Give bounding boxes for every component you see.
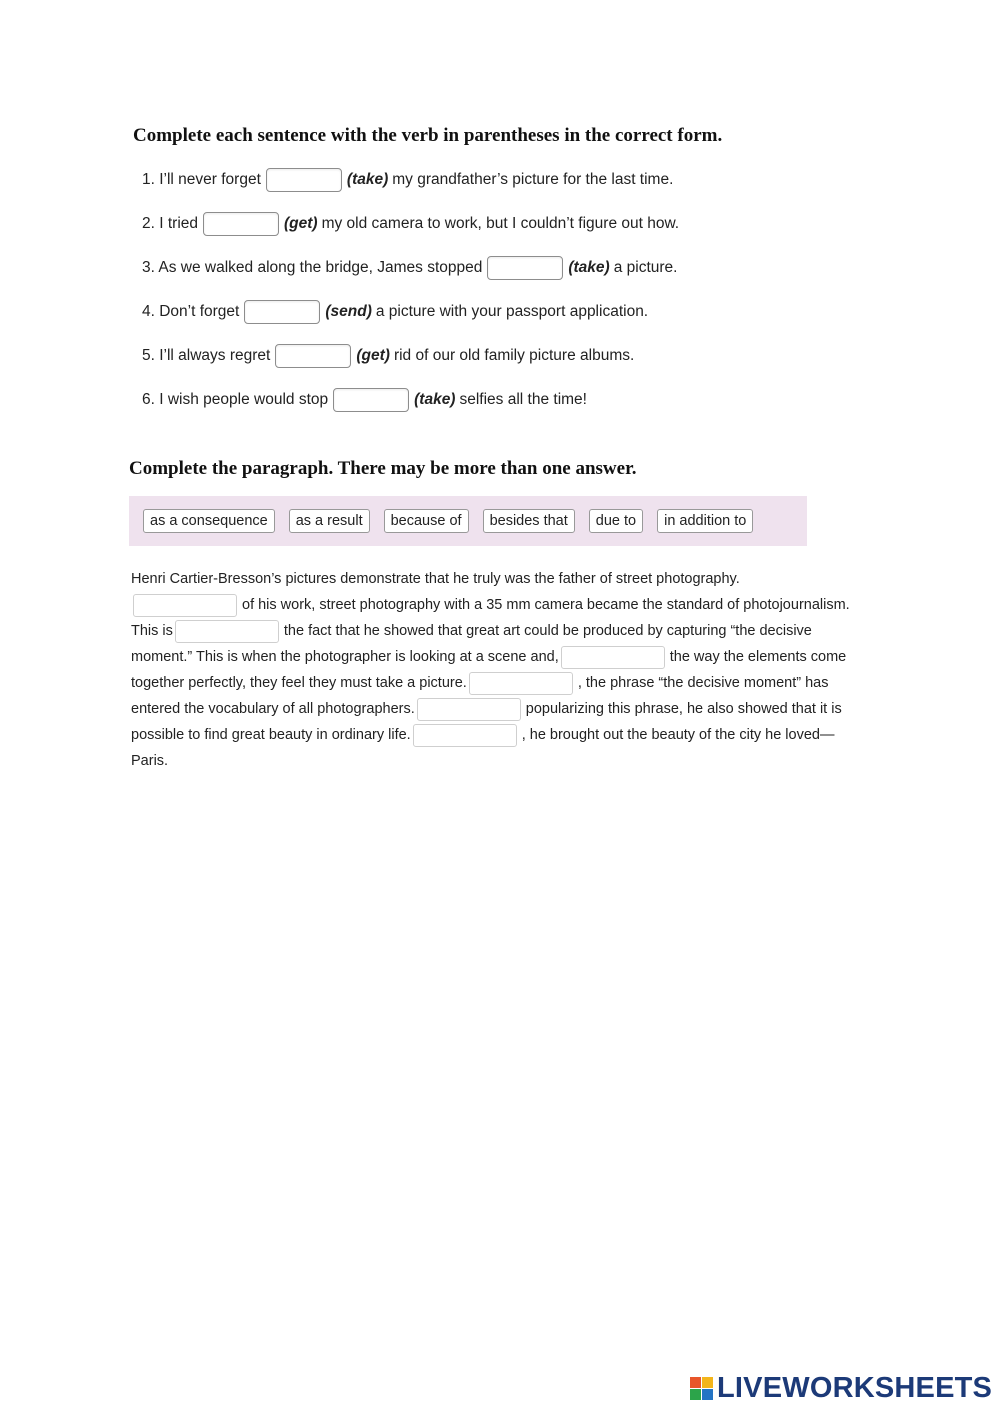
- word-bank: [129, 496, 807, 546]
- paragraph-drop-zone-4[interactable]: [469, 672, 573, 695]
- question-text: 4. Don’t forget: [142, 303, 240, 320]
- liveworksheets-logo: [690, 1372, 992, 1404]
- answer-input-5[interactable]: [275, 344, 351, 368]
- question-5: [142, 343, 634, 369]
- paragraph-text: Paris.: [131, 753, 169, 769]
- paragraph-line: [131, 722, 834, 748]
- question-4: [142, 299, 648, 325]
- verb-hint: (take): [568, 259, 610, 276]
- verb-hint: (get): [284, 215, 318, 232]
- answer-input-4[interactable]: [244, 300, 320, 324]
- paragraph-line: [131, 618, 812, 644]
- question-text: a picture.: [613, 259, 678, 276]
- paragraph-line: [131, 592, 850, 618]
- section2-heading: Complete the paragraph. There may be more than one answer.: [129, 458, 637, 479]
- logo-text: LIVEWORKSHEETS: [717, 1371, 993, 1404]
- paragraph-text: moment.” This is when the photographer is looking at a scene and,: [131, 649, 559, 665]
- verb-hint: (take): [414, 391, 456, 408]
- question-2: [142, 211, 679, 237]
- question-text: a picture with your passport application.: [375, 303, 649, 320]
- paragraph-drop-zone-3[interactable]: [561, 646, 665, 669]
- paragraph-text: popularizing this phrase, he also showed that it is: [525, 701, 842, 717]
- verb-hint: (send): [325, 303, 372, 320]
- paragraph-text: of his work, street photography with a 35 mm camera became the standard of photojournalism.: [242, 597, 850, 613]
- paragraph-drop-zone-2[interactable]: [175, 620, 279, 643]
- verb-hint: (take): [346, 171, 389, 188]
- paragraph-line: [131, 644, 846, 670]
- question-1: [142, 167, 673, 193]
- logo-grid-icon: [690, 1377, 713, 1400]
- paragraph-text: This is: [131, 623, 173, 639]
- word-chip[interactable]: as a result: [289, 509, 370, 533]
- question-text: rid of our old family picture albums.: [393, 347, 635, 364]
- paragraph-text: , the phrase “the decisive moment” has: [577, 675, 829, 691]
- paragraph-text: entered the vocabulary of all photographers.: [131, 701, 415, 717]
- paragraph-text: , he brought out the beauty of the city he loved—: [521, 727, 835, 743]
- paragraph-line: [131, 670, 828, 696]
- logo-square: [690, 1377, 701, 1388]
- question-text: 3. As we walked along the bridge, James stopped: [142, 259, 483, 276]
- logo-square: [690, 1389, 701, 1400]
- word-chip[interactable]: because of: [384, 509, 469, 533]
- word-chip[interactable]: due to: [589, 509, 643, 533]
- paragraph-text: the fact that he showed that great art could be produced by capturing “the decisive: [283, 623, 812, 639]
- logo-square: [702, 1377, 713, 1388]
- answer-input-6[interactable]: [333, 388, 409, 412]
- section1-heading: Complete each sentence with the verb in parentheses in the correct form.: [133, 125, 723, 146]
- answer-input-2[interactable]: [203, 212, 279, 236]
- answer-input-1[interactable]: [266, 168, 342, 192]
- question-text: selfies all the time!: [459, 391, 587, 408]
- word-chip[interactable]: as a consequence: [143, 509, 275, 533]
- question-text: 1. I’ll never forget: [142, 171, 261, 188]
- logo-square: [702, 1389, 713, 1400]
- word-chip[interactable]: besides that: [483, 509, 575, 533]
- paragraph-text: Henri Cartier-Bresson’s pictures demonstrate that he truly was the father of street photography.: [131, 571, 740, 587]
- paragraph-line: [131, 566, 740, 592]
- paragraph-drop-zone-5[interactable]: [417, 698, 521, 721]
- question-text: 2. I tried: [142, 215, 198, 232]
- paragraph-text: possible to find great beauty in ordinary life.: [131, 727, 411, 743]
- question-text: my grandfather’s picture for the last time.: [392, 171, 674, 188]
- verb-hint: (get): [356, 347, 390, 364]
- question-text: my old camera to work, but I couldn’t figure out how.: [321, 215, 680, 232]
- answer-input-3[interactable]: [487, 256, 563, 280]
- paragraph-text: the way the elements come: [669, 649, 847, 665]
- question-3: [142, 255, 677, 281]
- question-6: [142, 387, 587, 413]
- paragraph-line: [131, 748, 168, 774]
- question-text: 6. I wish people would stop: [142, 391, 329, 408]
- paragraph-text: together perfectly, they feel they must take a picture.: [131, 675, 467, 691]
- paragraph-drop-zone-6[interactable]: [413, 724, 517, 747]
- question-text: 5. I’ll always regret: [142, 347, 271, 364]
- word-chip[interactable]: in addition to: [657, 509, 753, 533]
- paragraph-drop-zone-1[interactable]: [133, 594, 237, 617]
- paragraph-line: [131, 696, 842, 722]
